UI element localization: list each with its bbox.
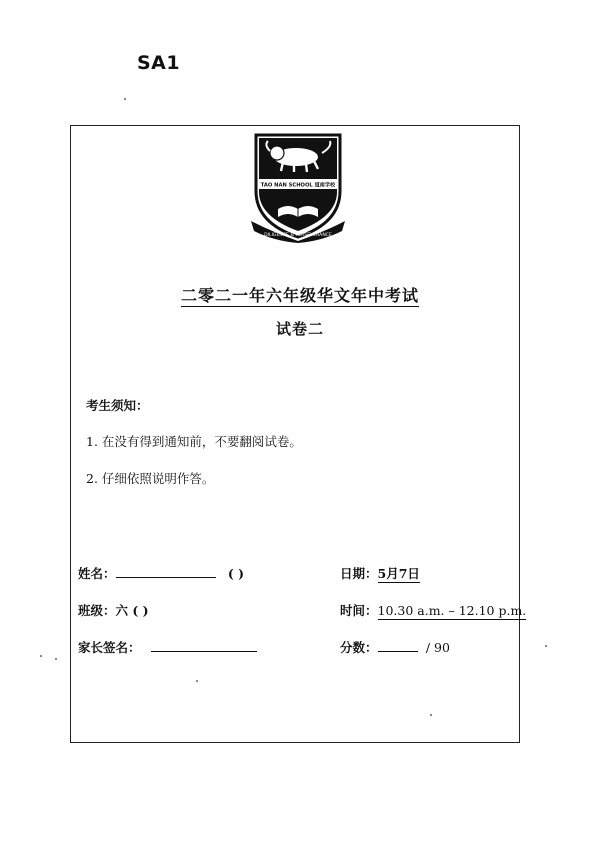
time-field: 时间：10.30 a.m. – 12.10 p.m.: [340, 603, 527, 618]
instruction-item-2: 2. 仔细依照说明作答。: [86, 471, 215, 486]
scan-speck: [196, 680, 198, 682]
scan-speck: [40, 655, 42, 657]
date-value: 5月7日: [377, 566, 420, 581]
document-tag: SA1: [137, 52, 181, 74]
score-field: 分数： / 90: [340, 640, 450, 655]
class-field-label: 班级：六 ( ): [78, 603, 149, 618]
parent-signature-label: 家长签名：: [78, 638, 257, 656]
svg-text:TAO NAN SCHOOL 道南学校: TAO NAN SCHOOL 道南学校: [260, 182, 336, 189]
svg-text:DILIGENCE & PERSEVERANCE: DILIGENCE & PERSEVERANCE: [264, 233, 332, 238]
name-field-label: 姓名： ( ): [78, 566, 245, 581]
exam-title: 二零二一年六年级华文年中考试: [180, 286, 419, 305]
instruction-item-1: 1. 在没有得到通知前，不要翻阅试卷。: [86, 434, 302, 449]
score-blank[interactable]: [378, 651, 418, 652]
scan-speck: [545, 645, 547, 647]
name-blank[interactable]: [116, 577, 216, 578]
register-number-brackets: ( ): [227, 566, 245, 581]
paper-title: 试卷二: [275, 320, 324, 338]
school-crest-logo: [250, 131, 346, 243]
scan-speck: [124, 98, 126, 100]
scan-speck: [430, 714, 432, 716]
parent-signature-blank[interactable]: [151, 651, 257, 652]
instructions-heading: 考生须知：: [86, 398, 149, 413]
score-total: / 90: [425, 640, 450, 655]
time-value: 10.30 a.m. – 12.10 p.m.: [377, 603, 527, 618]
scan-speck: [55, 658, 57, 660]
date-field: 日期：5月7日: [340, 566, 420, 581]
